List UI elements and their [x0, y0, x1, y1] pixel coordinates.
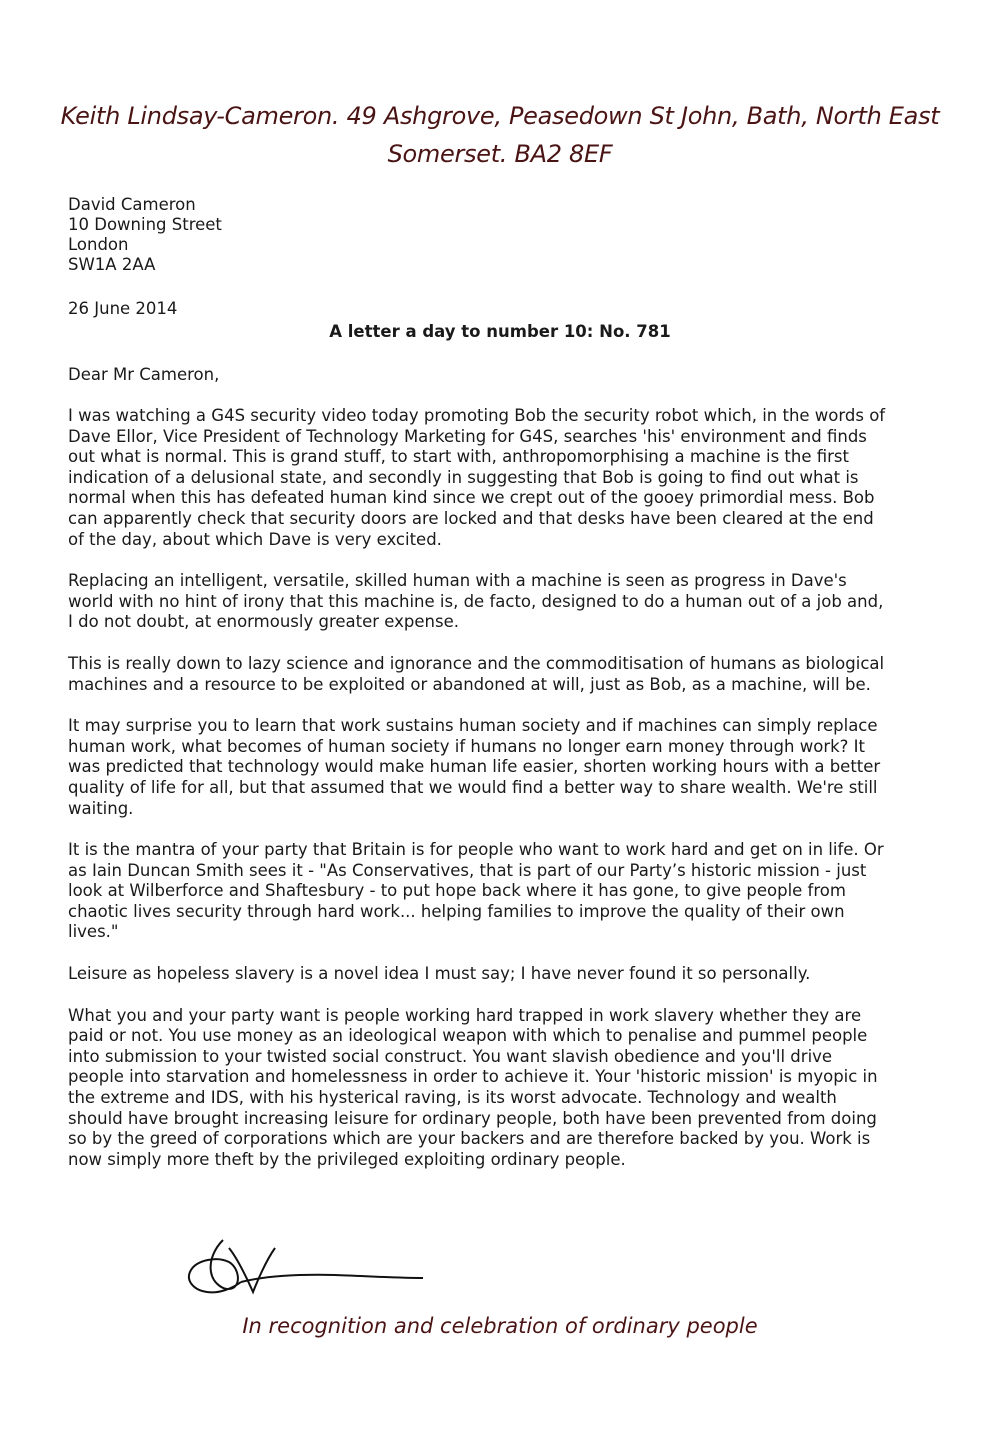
footer-tagline: In recognition and celebration of ordinary people: [242, 1314, 758, 1338]
letterhead-line-2: Somerset. BA2 8EF: [387, 140, 613, 168]
paragraph: I was watching a G4S security video today promoting Bob the security robot which, in the words of Dave Ellor, Vice President of Technology Marketing for G4S, searches 'his' environment and finds out what is normal. This is grand stuff, to start with, anthropomorphising a machine is the first indication of a delusional state, and secondly in suggesting that Bob is going to find out what is normal when this has defeated human kind since we crept out of the gooey primordial mess. Bob can apparently check that security doors are locked and that desks have been cleared at the end of the day, about which Dave is very excited.: [68, 406, 886, 549]
letter-date: 26 June 2014: [68, 299, 178, 318]
paragraph: Replacing an intelligent, versatile, skilled human with a machine is seen as progress in Dave's world with no hint of irony that this machine is, de facto, designed to do a human out of a job and, I do not doubt, at enormously greater expense.: [68, 571, 884, 632]
letter-body: [68, 406, 888, 1191]
recipient-name: David Cameron: [68, 195, 196, 214]
letterhead-line-1: Keith Lindsay-Cameron. 49 Ashgrove, Peasedown St John, Bath, North East: [60, 102, 940, 130]
recipient-street: 10 Downing Street: [68, 215, 222, 234]
letter-subject: A letter a day to number 10: No. 781: [329, 322, 671, 341]
recipient-postcode: SW1A 2AA: [68, 255, 156, 274]
paragraph: This is really down to lazy science and ignorance and the commoditisation of humans as biological machines and a resource to be exploited or abandoned at will, just as Bob, as a machine, will be.: [68, 653, 885, 694]
recipient-address: [68, 195, 222, 275]
salutation: Dear Mr Cameron,: [68, 365, 220, 384]
paragraph: Leisure as hopeless slavery is a novel idea I must say; I have never found it so personally.: [68, 964, 811, 984]
paragraph: What you and your party want is people working hard trapped in work slavery whether they are paid or not. You use money as an ideological weapon with which to penalise and pummel people into submission to your twisted social construct. You want slavish obedience and you'll drive people into starvation and homelessness in order to achieve it. Your 'historic mission' is myopic in the extreme and IDS, with his hysterical raving, is its worst advocate. Technology and wealth should have brought increasing leisure for ordinary people, both have been prevented from doing so by the greed of corporations which are your backers and are therefore backed by you. Work is now simply more theft by the privileged exploiting ordinary people.: [68, 1005, 878, 1169]
signature: [185, 1238, 425, 1300]
paragraph: It may surprise you to learn that work sustains human society and if machines can simply replace human work, what becomes of human society if humans no longer earn money through work? It was predicted that technology would make human life easier, shorten working hours with a better quality of life for all, but that assumed that we would find a better way to share wealth. We're still waiting.: [68, 716, 881, 818]
recipient-city: London: [68, 235, 129, 254]
letterhead: [40, 97, 960, 173]
paragraph: It is the mantra of your party that Britain is for people who want to work hard and get on in life. Or as Iain Duncan Smith sees it - "As Conservatives, that is part of our Party’s historic mission - just look at Wilberforce and Shaftesbury - to put hope back where it has gone, to give people from chaotic lives security through hard work... helping families to improve the quality of their own lives.": [68, 840, 884, 942]
